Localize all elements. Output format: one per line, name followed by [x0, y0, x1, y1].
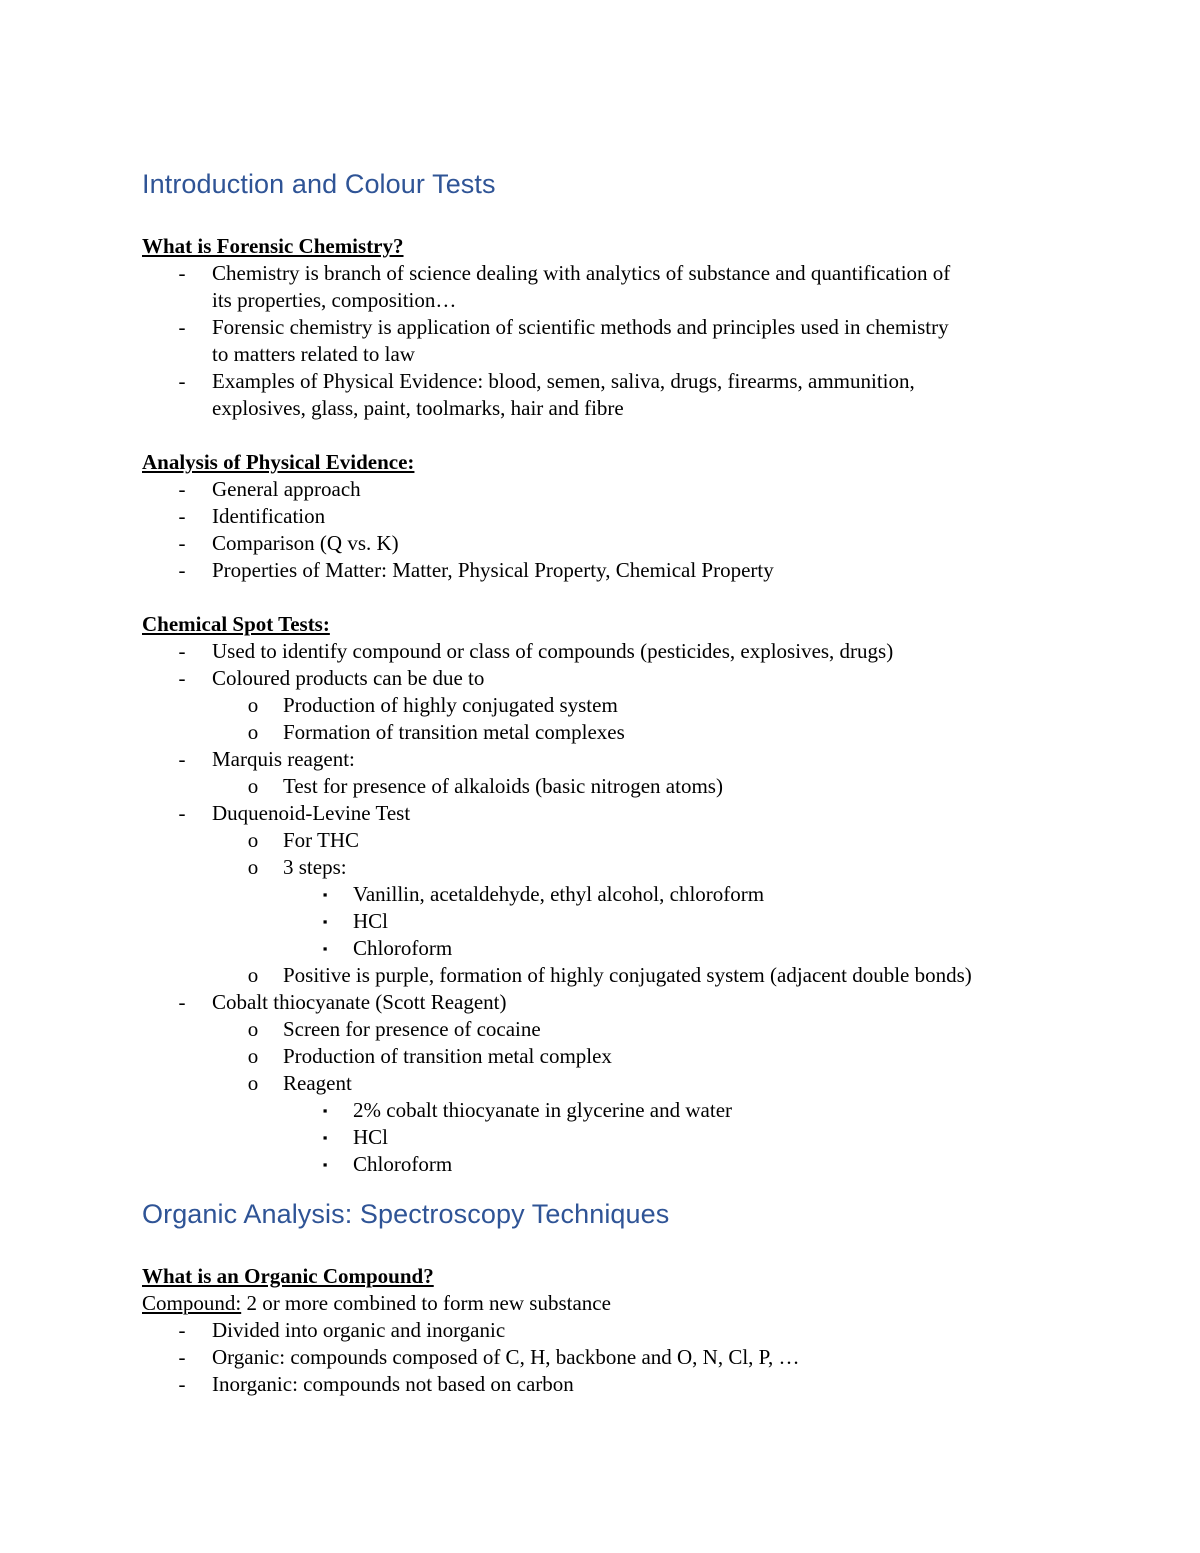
sub-list-item: o Test for presence of alkaloids (basic nitrogen atoms): [142, 773, 1082, 800]
circle-bullet: o: [247, 720, 259, 744]
list-item: - Coloured products can be due to: [142, 665, 1082, 692]
square-bullet: ▪: [322, 887, 328, 902]
circle-bullet: o: [247, 855, 259, 879]
dash-bullet: -: [178, 990, 186, 1014]
dash-bullet: -: [178, 477, 186, 501]
list-item: - Chemistry is branch of science dealing with analytics of substance and quantification of: [142, 260, 1082, 287]
section-heading-organic-analysis: Organic Analysis: Spectroscopy Techniques: [142, 1199, 670, 1229]
square-bullet: ▪: [322, 941, 328, 956]
dash-bullet: -: [178, 747, 186, 771]
dash-bullet: -: [178, 639, 186, 663]
list-item: - Inorganic: compounds not based on carbon: [142, 1371, 1082, 1398]
sub-sub-list-item: ▪ Chloroform: [142, 935, 1082, 962]
circle-bullet: o: [247, 1071, 259, 1095]
dash-bullet: -: [178, 1318, 186, 1342]
dash-bullet: -: [178, 531, 186, 555]
circle-bullet: o: [247, 1044, 259, 1068]
sub-list-item: o Production of transition metal complex: [142, 1043, 1082, 1070]
dash-bullet: -: [178, 369, 186, 393]
sub-sub-list-item: ▪ 2% cobalt thiocyanate in glycerine and water: [142, 1097, 1082, 1124]
subheading-analysis-of-physical-evidence: Analysis of Physical Evidence:: [142, 450, 415, 474]
list-item: - General approach: [142, 476, 1082, 503]
list-item: - Cobalt thiocyanate (Scott Reagent): [142, 989, 1082, 1016]
list-item: - Organic: compounds composed of C, H, backbone and O, N, Cl, P, …: [142, 1344, 1082, 1371]
circle-bullet: o: [247, 774, 259, 798]
circle-bullet: o: [247, 693, 259, 717]
circle-bullet: o: [247, 828, 259, 852]
dash-bullet: -: [178, 504, 186, 528]
list-item: - Identification: [142, 503, 1082, 530]
subheading-what-is-organic-compound: What is an Organic Compound?: [142, 1264, 434, 1288]
list-item-continuation: explosives, glass, paint, toolmarks, hair and fibre: [212, 396, 624, 420]
list-item: - Properties of Matter: Matter, Physical Property, Chemical Property: [142, 557, 1082, 584]
sub-list-item: o Positive is purple, formation of highly conjugated system (adjacent double bonds): [142, 962, 1082, 989]
sub-list-item: o Formation of transition metal complexes: [142, 719, 1082, 746]
square-bullet: ▪: [322, 1103, 328, 1118]
list-item-continuation: its properties, composition…: [212, 288, 457, 312]
sub-list-item: o 3 steps:: [142, 854, 1082, 881]
list-item-continuation: to matters related to law: [212, 342, 415, 366]
compound-definition: [142, 1290, 1082, 1317]
compound-definition-text: 2 or more combined to form new substance: [241, 1291, 611, 1315]
list-item: - Divided into organic and inorganic: [142, 1317, 1082, 1344]
circle-bullet: o: [247, 963, 259, 987]
section-heading-intro: Introduction and Colour Tests: [142, 169, 496, 199]
sub-list-item: o For THC: [142, 827, 1082, 854]
subheading-chemical-spot-tests: Chemical Spot Tests:: [142, 612, 330, 636]
list-item: - Examples of Physical Evidence: blood, semen, saliva, drugs, firearms, ammunition,: [142, 368, 1082, 395]
dash-bullet: -: [178, 558, 186, 582]
list-item: - Forensic chemistry is application of scientific methods and principles used in chemistry: [142, 314, 1082, 341]
dash-bullet: -: [178, 1372, 186, 1396]
sub-sub-list-item: ▪ HCl: [142, 908, 1082, 935]
list-item: - Marquis reagent:: [142, 746, 1082, 773]
subheading-what-is-forensic-chemistry: What is Forensic Chemistry?: [142, 234, 404, 258]
sub-sub-list-item: ▪ Chloroform: [142, 1151, 1082, 1178]
dash-bullet: -: [178, 261, 186, 285]
dash-bullet: -: [178, 315, 186, 339]
circle-bullet: o: [247, 1017, 259, 1041]
sub-list-item: o Production of highly conjugated system: [142, 692, 1082, 719]
sub-sub-list-item: ▪ Vanillin, acetaldehyde, ethyl alcohol, chloroform: [142, 881, 1082, 908]
dash-bullet: -: [178, 666, 186, 690]
dash-bullet: -: [178, 801, 186, 825]
square-bullet: ▪: [322, 1157, 328, 1172]
sub-list-item: o Reagent: [142, 1070, 1082, 1097]
list-item: - Used to identify compound or class of compounds (pesticides, explosives, drugs): [142, 638, 1082, 665]
list-item: - Comparison (Q vs. K): [142, 530, 1082, 557]
sub-sub-list-item: ▪ HCl: [142, 1124, 1082, 1151]
sub-list-item: o Screen for presence of cocaine: [142, 1016, 1082, 1043]
dash-bullet: -: [178, 1345, 186, 1369]
document-content: [142, 164, 1082, 1398]
list-item: - Duquenoid-Levine Test: [142, 800, 1082, 827]
compound-term: Compound:: [142, 1291, 242, 1315]
square-bullet: ▪: [322, 914, 328, 929]
square-bullet: ▪: [322, 1130, 328, 1145]
